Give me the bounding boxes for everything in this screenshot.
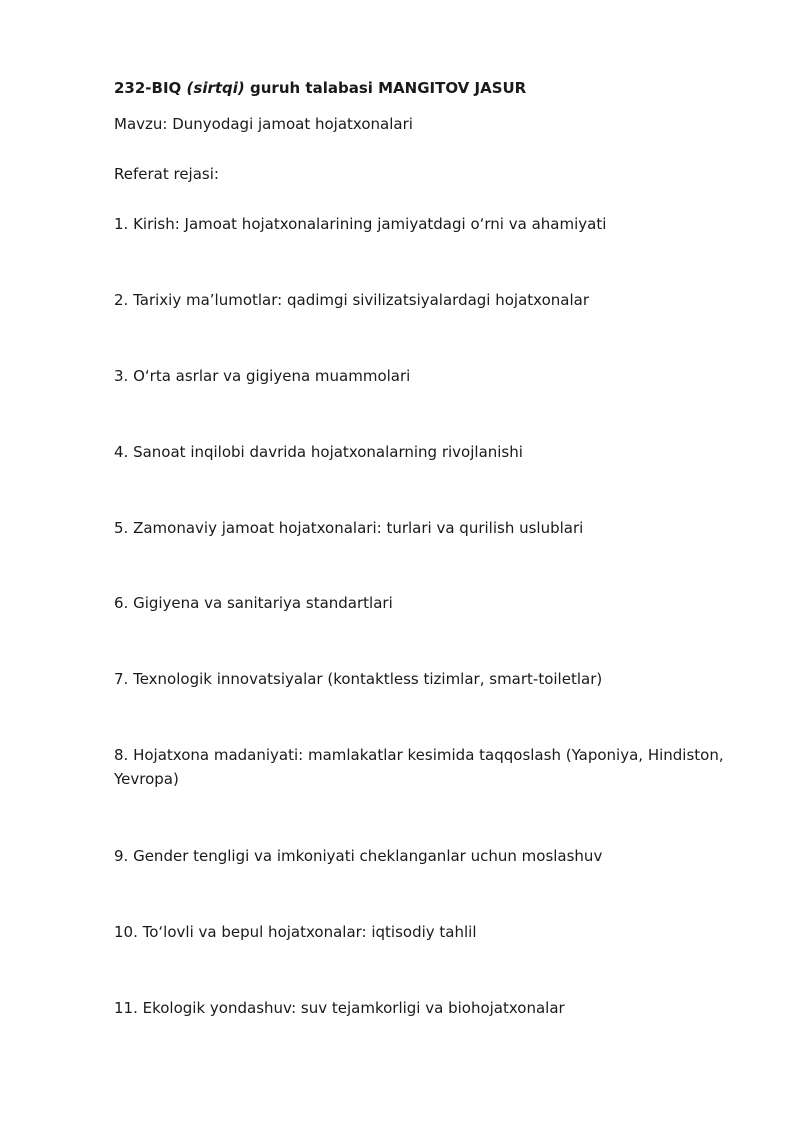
plan-item-6: 6. Gigiyena va sanitariya standartlari — [114, 594, 393, 612]
plan-item-5: 5. Zamonaviy jamoat hojatxonalari: turlari va qurilish uslublari — [114, 519, 584, 537]
study-mode: (sirtqi) — [186, 79, 245, 97]
document-title — [114, 76, 526, 100]
group-code: 232-BIQ — [114, 79, 182, 97]
plan-item-3: 3. O‘rta asrlar va gigiyena muammolari — [114, 367, 411, 385]
plan-item-7: 7. Texnologik innovatsiyalar (kontaktless tizimlar, smart-toiletlar) — [114, 670, 603, 688]
plan-item-4: 4. Sanoat inqilobi davrida hojatxonalarning rivojlanishi — [114, 443, 523, 461]
plan-heading: Referat rejasi: — [114, 165, 219, 183]
topic-line: Mavzu: Dunyodagi jamoat hojatxonalari — [114, 115, 413, 133]
plan-item-2: 2. Tarixiy ma’lumotlar: qadimgi sivilizatsiyalardagi hojatxonalar — [114, 291, 589, 309]
student-info: guruh talabasi MANGITOV JASUR — [250, 79, 527, 97]
plan-item-9: 9. Gender tengligi va imkoniyati cheklanganlar uchun moslashuv — [114, 847, 603, 865]
plan-item-11: 11. Ekologik yondashuv: suv tejamkorligi va biohojatxonalar — [114, 999, 565, 1017]
document-page — [114, 0, 744, 1131]
plan-item-10: 10. To‘lovli va bepul hojatxonalar: iqtisodiy tahlil — [114, 923, 477, 941]
plan-item-1: 1. Kirish: Jamoat hojatxonalarining jamiyatdagi o‘rni va ahamiyati — [114, 215, 607, 233]
plan-item-8: 8. Hojatxona madaniyati: mamlakatlar kesimida taqqoslash (Yaponiya, Hindiston, Yevropa) — [114, 746, 724, 788]
